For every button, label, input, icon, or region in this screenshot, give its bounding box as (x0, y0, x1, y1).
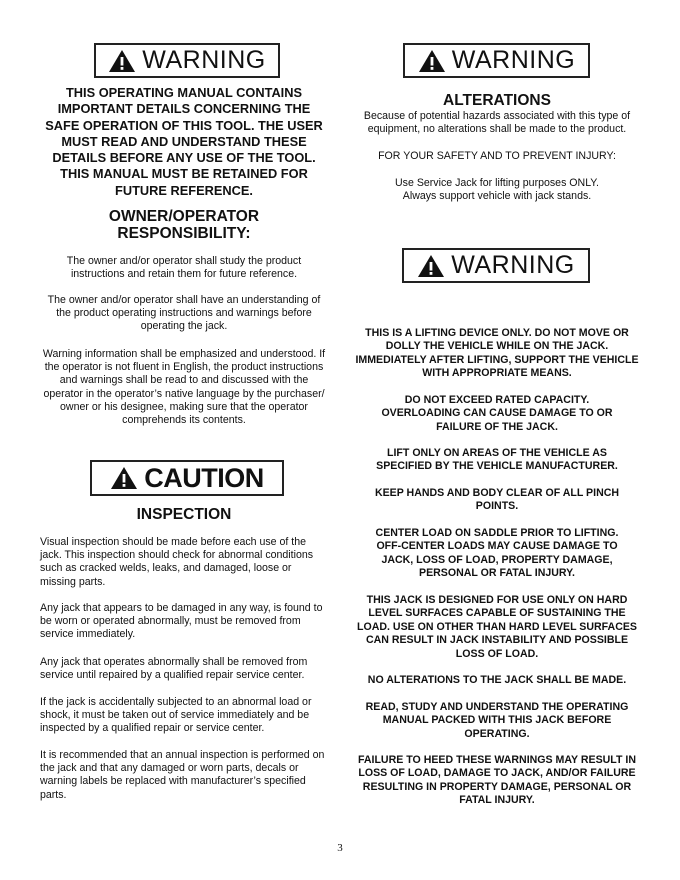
inspection-paragraph-2: Any jack that appears to be damaged in any way, is found to be worn or operated abnormally, must be removed from service immediately. (40, 602, 323, 641)
sign-word: WARNING (451, 46, 576, 74)
warning-sign-top-right (403, 43, 590, 78)
warning-sign-middle-right (402, 248, 590, 283)
owner-paragraph-3: Warning information shall be emphasized and understood. If the operator is not fluent in English, the product instructions and warnings shall be read to and discussed with the operator in the operator’s native language by the purchaser/ owner or his designee, making sure that the operator comprehends its contents. (42, 348, 326, 427)
alterations-paragraph: Because of potential hazards associated with this type of equipment, no alterations shall be made to the product. (363, 110, 631, 136)
owner-paragraph-1: The owner and/or operator shall study the product instructions and retain them for future reference. (66, 255, 302, 281)
service-jack-line: Use Service Jack for lifting purposes ONLY. (395, 177, 599, 189)
warning-triangle-icon (108, 49, 136, 73)
sign-word: WARNING (142, 46, 266, 74)
inspection-paragraph-5: It is recommended that an annual inspection is performed on the jack and that any damaged or worn parts, decals or warning labels be replaced with manufacturer’s specified parts. (40, 749, 325, 801)
warning-triangle-icon (110, 466, 138, 490)
warning-item-8: READ, STUDY AND UNDERSTAND THE OPERATING MANUAL PACKED WITH THIS JACK BEFORE OPERATING. (365, 701, 629, 740)
warning-item-2: DO NOT EXCEED RATED CAPACITY. OVERLOADING CAN CAUSE DAMAGE TO OR FAILURE OF THE JACK. (381, 394, 613, 433)
sign-word: WARNING (451, 251, 575, 279)
warning-item-4: KEEP HANDS AND BODY CLEAR OF ALL PINCH POINTS. (374, 487, 620, 513)
warning-item-9: FAILURE TO HEED THESE WARNINGS MAY RESULT IN LOSS OF LOAD, DAMAGE TO JACK, AND/OR FAILURE RESULTING IN PROPERTY DAMAGE, PERSONAL OR FATAL INJURY. (357, 754, 637, 807)
owner-heading-line-1: OWNER/OPERATOR (108, 208, 260, 225)
jack-stands-line: Always support vehicle with jack stands. (402, 190, 592, 202)
owner-operator-heading (40, 208, 328, 242)
warning-item-1: THIS IS A LIFTING DEVICE ONLY. DO NOT MOVE OR DOLLY THE VEHICLE WHILE ON THE JACK. IMMEDIATELY AFTER LIFTING, SUPPORT THE VEHICLE WITH APPROPRIATE MEANS. (355, 327, 639, 380)
manual-intro-text: THIS OPERATING MANUAL CONTAINS IMPORTANT DETAILS CONCERNING THE SAFE OPERATION OF THIS TOOL. THE USER MUST READ AND UNDERSTAND THESE DETAILS BEFORE ANY USE OF THE TOOL. THIS MANUAL MUST BE RETAINED FOR FUTURE REFERENCE. (45, 85, 323, 198)
sign-word: CAUTION (144, 462, 264, 493)
inspection-heading: INSPECTION (136, 506, 232, 523)
page-number: 3 (337, 842, 343, 854)
caution-sign (90, 460, 284, 496)
warning-item-3: LIFT ONLY ON AREAS OF THE VEHICLE AS SPECIFIED BY THE VEHICLE MANUFACTURER. (376, 447, 618, 473)
inspection-paragraph-4: If the jack is accidentally subjected to an abnormal load or shock, it must be taken out of service immediately and be inspected by a qualified repair or service center. (40, 696, 312, 735)
warning-item-6: THIS JACK IS DESIGNED FOR USE ONLY ON HARD LEVEL SURFACES CAPABLE OF SUSTAINING THE LOAD. USE ON OTHER THAN HARD LEVEL SURFACES CAN RESULT IN JACK INSTABILITY AND POSSIBLE LOSS OF LOAD. (357, 594, 637, 660)
safety-line: FOR YOUR SAFETY AND TO PREVENT INJURY: (378, 150, 616, 162)
alterations-heading: ALTERATIONS (443, 92, 551, 109)
warning-item-5: CENTER LOAD ON SADDLE PRIOR TO LIFTING. OFF-CENTER LOADS MAY CAUSE DAMAGE TO JACK, LOSS OF LOAD, PROPERTY DAMAGE, PERSONAL OR FATAL INJURY. (375, 527, 619, 580)
warning-triangle-icon (418, 49, 446, 73)
warning-sign-top-left (94, 43, 280, 78)
owner-heading-line-2: RESPONSIBILITY: (117, 225, 251, 242)
inspection-paragraph-1: Visual inspection should be made before each use of the jack. This inspection should check for abnormal conditions such as cracked welds, leaks, and damaged, loose or missing parts. (40, 536, 314, 588)
warning-triangle-icon (417, 254, 445, 278)
owner-paragraph-2: The owner and/or operator shall have an understanding of the product operating instructions and warnings before operating the jack. (47, 294, 321, 333)
warning-item-7: NO ALTERATIONS TO THE JACK SHALL BE MADE. (367, 674, 627, 686)
inspection-paragraph-3: Any jack that operates abnormally shall be removed from service until repaired by a qualified repair service center. (40, 656, 308, 682)
